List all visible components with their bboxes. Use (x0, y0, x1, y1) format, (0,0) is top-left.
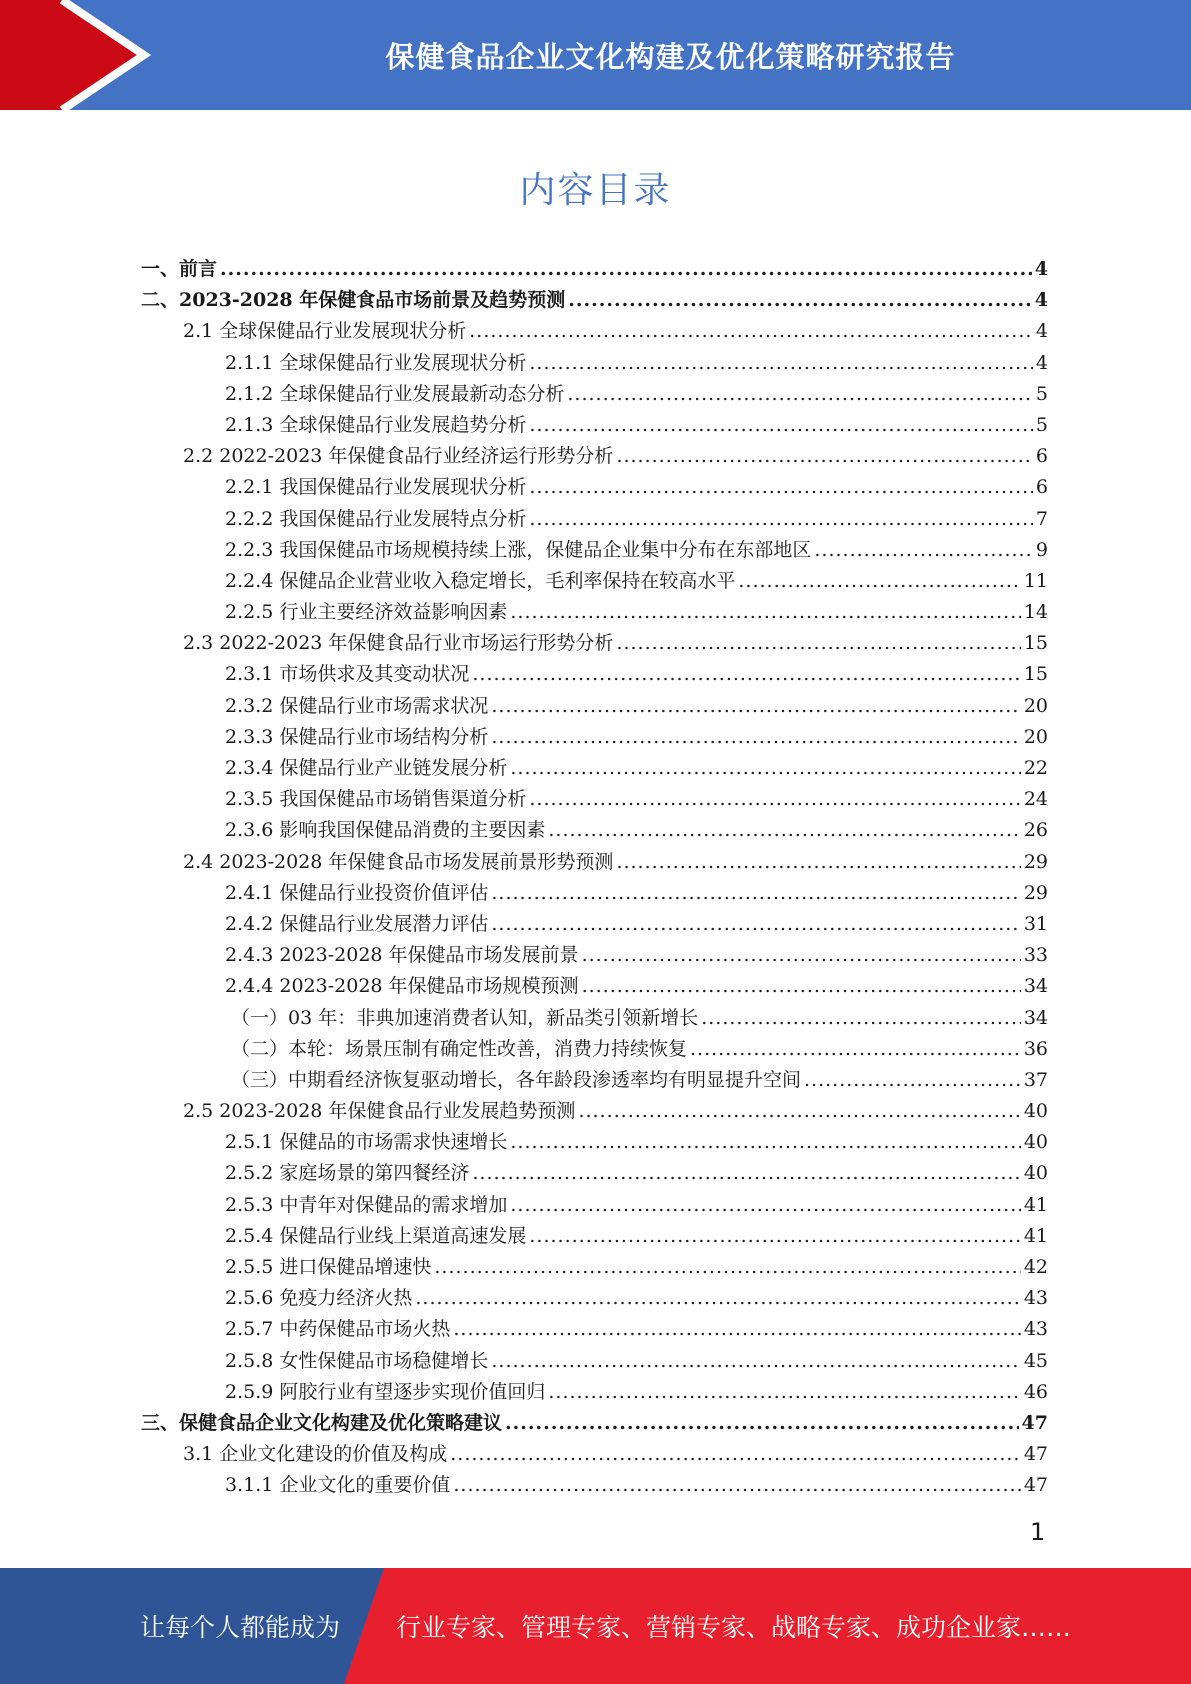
toc-entry[interactable] (141, 1158, 1048, 1189)
toc-entry[interactable] (141, 815, 1048, 846)
toc-dot-leader (529, 1225, 1020, 1247)
toc-dot-leader (582, 944, 1021, 966)
toc-entry[interactable] (141, 784, 1048, 815)
toc-entry-page: 4 (1035, 351, 1048, 374)
toc-entry-page: 11 (1023, 569, 1048, 592)
toc-entry-label: 2.5 2023-2028 年保健食品行业发展趋势预测 (183, 1100, 576, 1123)
toc-entry-label: 2.5.2 家庭场景的第四餐经济 (225, 1162, 470, 1185)
toc-dot-leader (529, 476, 1033, 498)
toc-dot-leader (434, 1256, 1020, 1278)
toc-entry-page: 34 (1023, 975, 1048, 998)
toc-entry-label: 2.5.7 中药保健品市场火热 (225, 1318, 451, 1341)
toc-entry-page: 29 (1023, 881, 1048, 904)
toc-entry[interactable] (141, 1065, 1048, 1096)
toc-dot-leader (510, 601, 1020, 623)
toc-entry-page: 41 (1023, 1224, 1048, 1247)
toc-dot-leader (491, 913, 1020, 935)
toc-entry-page: 24 (1023, 788, 1048, 811)
toc-entry[interactable] (141, 1283, 1048, 1314)
toc-dot-leader (616, 445, 1032, 467)
toc-entry[interactable] (141, 472, 1048, 503)
toc-dot-leader (616, 851, 1020, 873)
toc-entry-label: 2.2.5 行业主要经济效益影响因素 (225, 601, 508, 624)
toc-entry[interactable] (141, 1034, 1048, 1065)
toc-entry[interactable] (141, 659, 1048, 690)
toc-entry[interactable] (141, 285, 1048, 316)
toc-dot-leader (548, 819, 1020, 841)
toc-entry-label: 2.3.4 保健品行业产业链发展分析 (225, 757, 508, 779)
toc-entry-page: 20 (1023, 725, 1048, 748)
toc-entry[interactable] (141, 1408, 1048, 1439)
toc-dot-leader (491, 1350, 1020, 1372)
toc-entry-page: 43 (1023, 1318, 1048, 1341)
toc-dot-leader (548, 1381, 1020, 1403)
toc-entry-label: （二）本轮：场景压制有确定性改善，消费力持续恢复 (231, 1037, 688, 1060)
toc-entry-label: 2.3 2022-2023 年保健食品行业市场运行形势分析 (183, 632, 614, 655)
toc-entry-page: 26 (1023, 819, 1048, 842)
toc-entry-label: 3.1 企业文化建设的价值及构成 (183, 1443, 448, 1466)
toc-entry-label: 2.4.1 保健品行业投资价值评估 (225, 881, 489, 904)
toc-entry[interactable] (141, 1221, 1048, 1252)
toc-dot-leader (505, 1412, 1019, 1434)
toc-entry-label: 2.3.5 我国保健品市场销售渠道分析 (225, 788, 527, 811)
toc-entry-page: 40 (1023, 1131, 1048, 1154)
toc-dot-leader (738, 570, 1020, 592)
toc-entry-label: 2.5.3 中青年对保健品的需求增加 (225, 1193, 508, 1216)
toc-entry-page: 37 (1023, 1068, 1048, 1091)
toc-entry[interactable] (141, 379, 1048, 410)
footer-slogan-right: 行业专家、管理专家、营销专家、战略专家、成功企业家…… (396, 1613, 1072, 1642)
toc-entry-label: 二、2023-2028 年保健食品市场前景及趋势预测 (141, 289, 566, 312)
page-footer (0, 1568, 1191, 1684)
toc-entry-page: 4 (1034, 289, 1048, 312)
toc-entry-page: 47 (1021, 1411, 1048, 1434)
toc-entry-page: 29 (1023, 850, 1048, 873)
toc-entry[interactable] (141, 597, 1048, 628)
toc-entry-page: 45 (1023, 1349, 1048, 1372)
toc-entry-label: 2.3.3 保健品行业市场结构分析 (225, 725, 489, 748)
toc-entry-page: 4 (1035, 320, 1048, 343)
toc-entry[interactable] (141, 971, 1048, 1002)
toc-entry-label: 2.3.2 保健品行业市场需求状况 (225, 694, 489, 717)
toc-entry[interactable] (141, 254, 1048, 285)
toc-entry-label: 2.4.2 保健品行业发展潜力评估 (225, 912, 489, 935)
toc-entry[interactable] (141, 909, 1048, 940)
toc-dot-leader (220, 258, 1032, 280)
toc-entry[interactable] (141, 1470, 1048, 1501)
toc-entry-page: 6 (1035, 476, 1048, 499)
header-title: 保健食品企业文化构建及优化策略研究报告 (385, 39, 956, 74)
toc-entry-page: 41 (1023, 1193, 1048, 1216)
toc-entry[interactable] (141, 348, 1048, 379)
toc-dot-leader (582, 975, 1021, 997)
toc-entry-page: 20 (1023, 694, 1048, 717)
toc-entry[interactable] (141, 1377, 1048, 1408)
toc-entry-label: 2.2.2 我国保健品行业发展特点分析 (225, 507, 527, 530)
toc-entry[interactable] (141, 535, 1048, 566)
toc-entry[interactable] (141, 1252, 1048, 1283)
toc-dot-leader (567, 383, 1033, 405)
toc-entry-label: 2.4.4 2023-2028 年保健品市场规模预测 (225, 975, 579, 998)
toc-entry[interactable] (141, 1346, 1048, 1377)
footer-slogan-left: 让每个人都能成为 (140, 1613, 341, 1642)
toc-entry[interactable] (141, 1096, 1048, 1127)
toc-entry[interactable] (141, 410, 1048, 441)
toc-entry[interactable] (141, 441, 1048, 472)
toc-dot-leader (804, 1069, 1021, 1091)
toc-dot-leader (529, 352, 1033, 374)
toc-entry-page: 5 (1035, 413, 1048, 436)
toc-dot-leader (491, 695, 1020, 717)
toc-entry[interactable] (141, 847, 1048, 878)
toc-dot-leader (814, 539, 1033, 561)
toc-dot-leader (510, 1131, 1020, 1153)
page-number: 1 (1030, 1518, 1046, 1546)
toc-entry[interactable] (141, 691, 1048, 722)
toc-dot-leader (701, 1007, 1021, 1029)
toc-entry-page: 4 (1034, 258, 1048, 280)
toc-dot-leader (453, 1318, 1020, 1340)
toc-entry-page: 31 (1023, 912, 1048, 935)
toc-dot-leader (472, 1162, 1020, 1184)
toc-entry-page: 15 (1023, 632, 1048, 655)
toc-entry-page: 9 (1035, 538, 1048, 561)
toc-dot-leader (469, 320, 1033, 342)
toc-entry-page: 47 (1023, 1443, 1048, 1466)
toc-entry-label: 三、保健食品企业文化构建及优化策略建议 (141, 1411, 503, 1434)
page-header (0, 0, 1191, 110)
toc-dot-leader (491, 726, 1020, 748)
toc-entry-label: 2.5.5 进口保健品增速快 (225, 1256, 432, 1278)
toc-dot-leader (616, 632, 1020, 654)
toc-entry[interactable] (141, 1190, 1048, 1221)
toc-entry-label: 2.2.4 保健品企业营业收入稳定增长，毛利率保持在较高水平 (225, 569, 736, 592)
toc-dot-leader (578, 1100, 1020, 1122)
toc-entry-label: 2.3.6 影响我国保健品消费的主要因素 (225, 819, 546, 842)
toc-dot-leader (510, 757, 1020, 779)
toc-entry[interactable] (141, 1439, 1048, 1470)
toc-entry-label: 2.3.1 市场供求及其变动状况 (225, 663, 470, 686)
toc-entry-page: 7 (1035, 507, 1048, 530)
toc-entry-label: 2.5.1 保健品的市场需求快速增长 (225, 1131, 508, 1154)
toc-entry[interactable] (141, 504, 1048, 535)
toc-dot-leader (529, 788, 1020, 810)
toc-entry-label: （三）中期看经济恢复驱动增长，各年龄段渗透率均有明显提升空间 (231, 1068, 802, 1091)
toc-dot-leader (510, 1194, 1020, 1216)
toc-entry[interactable] (141, 316, 1048, 347)
toc-entry-label: 一、前言 (141, 258, 218, 280)
toc-entry-label: （一）03 年：非典加速消费者认知，新品类引领新增长 (231, 1006, 699, 1029)
toc-entry[interactable] (141, 566, 1048, 597)
toc-entry[interactable] (141, 753, 1048, 784)
toc-entry-page: 36 (1023, 1037, 1048, 1060)
toc-entry-page: 43 (1023, 1287, 1048, 1310)
toc-dot-leader (491, 882, 1020, 904)
toc-entry-page: 40 (1023, 1162, 1048, 1185)
toc-dot-leader (472, 663, 1020, 685)
toc-entry-label: 2.2.1 我国保健品行业发展现状分析 (225, 476, 527, 499)
toc-entry[interactable] (141, 1127, 1048, 1158)
toc-entry-page: 42 (1023, 1256, 1048, 1278)
toc-entry-page: 47 (1023, 1474, 1048, 1497)
toc-entry-label: 2.5.9 阿胶行业有望逐步实现价值回归 (225, 1380, 546, 1403)
toc-entry-page: 5 (1035, 382, 1048, 405)
toc-entry[interactable] (141, 1003, 1048, 1034)
toc-entry-label: 2.2.3 我国保健品市场规模持续上涨，保健品企业集中分布在东部地区 (225, 538, 812, 561)
toc-dot-leader (568, 289, 1032, 311)
toc-entry-label: 2.5.8 女性保健品市场稳健增长 (225, 1349, 489, 1372)
toc-dot-leader (450, 1443, 1021, 1465)
toc-entry-page: 6 (1035, 445, 1048, 468)
toc-entry-label: 2.5.6 免疫力经济火热 (225, 1287, 413, 1310)
toc-entry-label: 2.5.4 保健品行业线上渠道高速发展 (225, 1224, 527, 1247)
toc-title: 内容目录 (519, 170, 672, 211)
toc-entry-page: 40 (1023, 1100, 1048, 1123)
toc-entry-page: 14 (1023, 601, 1048, 624)
toc-entry-label: 2.4.3 2023-2028 年保健品市场发展前景 (225, 944, 579, 967)
toc-entry[interactable] (141, 940, 1048, 971)
toc-dot-leader (415, 1287, 1020, 1309)
toc-entry[interactable] (141, 628, 1048, 659)
toc-entry-label: 2.1.1 全球保健品行业发展现状分析 (225, 351, 527, 374)
toc-entry-page: 15 (1023, 663, 1048, 686)
toc-dot-leader (529, 414, 1033, 436)
toc-entry-label: 2.4 2023-2028 年保健食品市场发展前景形势预测 (183, 850, 614, 873)
toc-entry[interactable] (141, 722, 1048, 753)
toc-entry[interactable] (141, 878, 1048, 909)
toc-entry-page: 33 (1023, 944, 1048, 967)
toc-entry-label: 2.1.2 全球保健品行业发展最新动态分析 (225, 382, 565, 405)
toc-entry[interactable] (141, 1314, 1048, 1345)
table-of-contents (141, 254, 1048, 1502)
toc-entry-label: 2.2 2022-2023 年保健食品行业经济运行形势分析 (183, 445, 614, 468)
toc-entry-page: 34 (1023, 1006, 1048, 1029)
toc-entry-page: 22 (1023, 757, 1048, 779)
toc-entry-label: 3.1.1 企业文化的重要价值 (225, 1474, 451, 1497)
toc-dot-leader (529, 508, 1033, 530)
toc-entry-label: 2.1 全球保健品行业发展现状分析 (183, 320, 467, 343)
toc-entry-label: 2.1.3 全球保健品行业发展趋势分析 (225, 413, 527, 436)
toc-dot-leader (453, 1474, 1020, 1496)
toc-entry-page: 46 (1023, 1380, 1048, 1403)
toc-dot-leader (690, 1038, 1021, 1060)
